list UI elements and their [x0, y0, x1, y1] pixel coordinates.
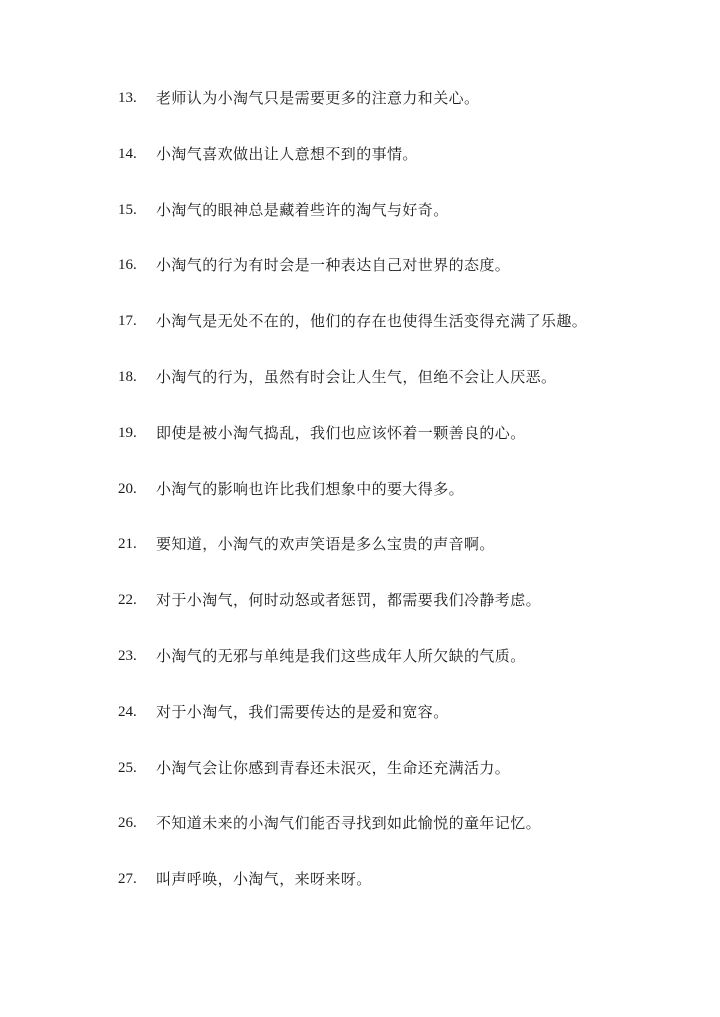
list-item: [118, 646, 587, 702]
item-text: 对于小淘气，何时动怒或者惩罚，都需要我们冷静考虑。: [156, 591, 542, 610]
list-item: [118, 702, 587, 758]
list-item: [118, 534, 587, 590]
item-text: 要知道，小淘气的欢声笑语是多么宝贵的声音啊。: [156, 535, 495, 554]
item-text: 小淘气的行为，虽然有时会让人生气，但绝不会让人厌恶。: [156, 367, 557, 386]
item-number: 14.: [118, 145, 137, 162]
item-number: 21.: [118, 536, 137, 553]
list-item: [118, 813, 587, 869]
list-item: [118, 144, 587, 200]
item-number: 25.: [118, 759, 137, 776]
item-number: 16.: [118, 257, 137, 274]
item-text: 小淘气的无邪与单纯是我们这些成年人所欠缺的气质。: [156, 646, 526, 665]
item-text: 即使是被小淘气捣乱，我们也应该怀着一颗善良的心。: [156, 423, 526, 442]
list-item: [118, 311, 587, 367]
item-text: 小淘气的影响也许比我们想象中的要大得多。: [156, 479, 465, 498]
item-number: 24.: [118, 703, 137, 720]
item-text: 小淘气是无处不在的，他们的存在也使得生活变得充满了乐趣。: [156, 312, 588, 331]
item-number: 19.: [118, 424, 137, 441]
list-item: [118, 423, 587, 479]
item-text: 小淘气喜欢做出让人意想不到的事情。: [156, 144, 418, 163]
item-number: 20.: [118, 480, 137, 497]
list-item: [118, 255, 587, 311]
item-text: 对于小淘气，我们需要传达的是爱和宽容。: [156, 702, 449, 721]
item-text: 小淘气的眼神总是藏着些许的淘气与好奇。: [156, 200, 449, 219]
item-text: 叫声呼唤，小淘气，来呀来呀。: [156, 870, 372, 889]
list-item: [118, 200, 587, 256]
numbered-list: [118, 88, 587, 925]
list-item: [118, 88, 587, 144]
item-number: 23.: [118, 647, 137, 664]
item-text: 不知道未来的小淘气们能否寻找到如此愉悦的童年记忆。: [156, 814, 542, 833]
item-number: 13.: [118, 90, 137, 106]
item-number: 18.: [118, 368, 137, 385]
list-item: [118, 479, 587, 535]
item-number: 26.: [118, 815, 137, 832]
item-number: 22.: [118, 592, 137, 609]
item-text: 老师认为小淘气只是需要更多的注意力和关心。: [156, 89, 480, 107]
item-number: 17.: [118, 313, 137, 330]
list-item: [118, 367, 587, 423]
item-number: 15.: [118, 201, 137, 218]
item-text: 小淘气会让你感到青春还未泯灭，生命还充满活力。: [156, 758, 511, 777]
list-item: [118, 869, 587, 925]
item-number: 27.: [118, 871, 137, 888]
list-item: [118, 590, 587, 646]
item-text: 小淘气的行为有时会是一种表达自己对世界的态度。: [156, 256, 511, 275]
list-item: [118, 758, 587, 814]
